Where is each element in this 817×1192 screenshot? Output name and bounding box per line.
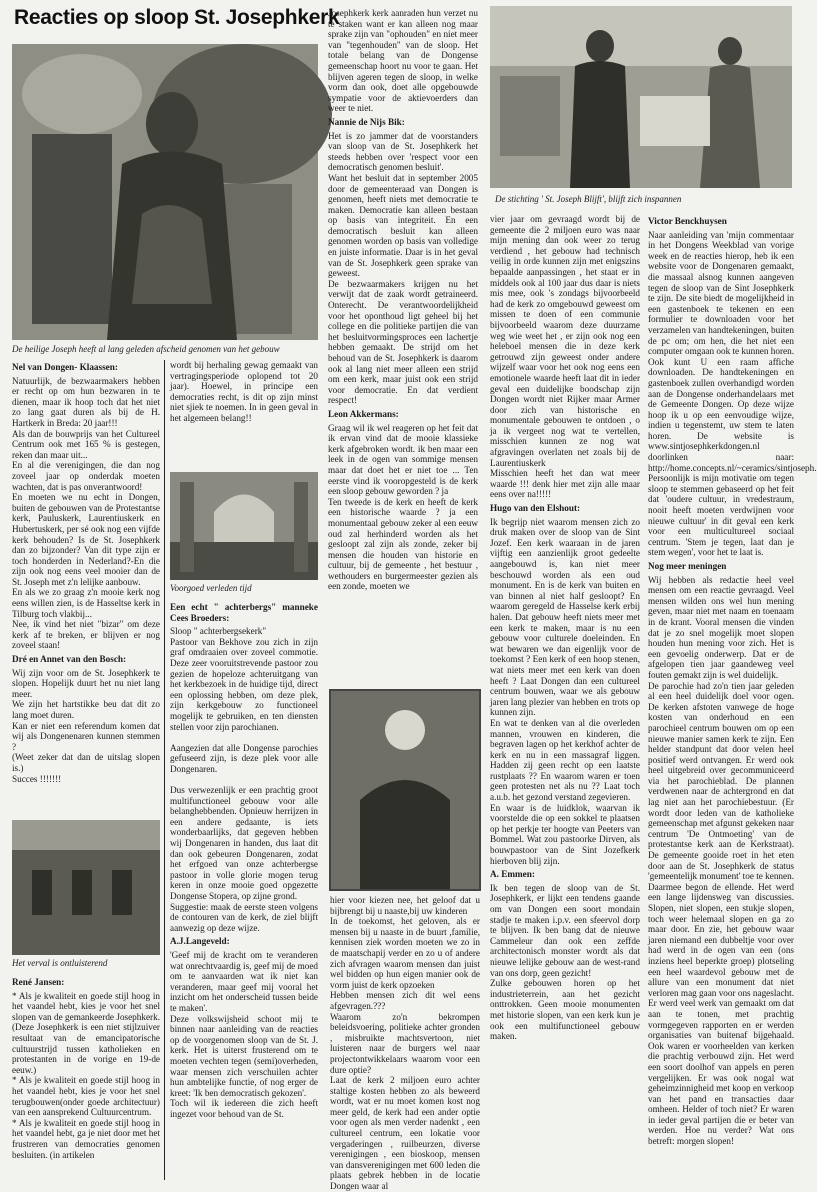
col3-para-4-text: hier voor kiezen nee, het geloof dat u bijbrengt bij u naaste,bij uw kinderen In de toekomst, het geloven, als er mensen bij u naaste in de buurt ,familie, kennisen ziek worden moeten we zo in de maatschapij verder en zo u of andere zich afvragen waarom mensen dan juist wel bidden op hun eigen manier ook de vorm juist de kerk opzoeken Hebben mensen zich dit wel eens afgevragen.??? Waarom zo'n bekrompen beleidsvoering, politieke achter gronden , misbruikte machtsvertoon, niet luisteren naar de burgers wel naar projectontwikkelaars waarom voor een dure optie? Laat de kerk 2 miljoen euro achter staltige kosten hebben zo als beweerd wordt, wat er nu moet komen kost nog meer geld, de kerk had een ander optie voor ogen als men verder nadenkt , een cultureel centrum, een lokatie voor vergaderingen , ruilbeurzen, diverse verenigingen , een bioskoop, mensen van dansverenigingen met 600 leden die plaats gebrek hebben in de locatie Dongen waar al xyxy=(330,895,480,1192)
col1-para-3-head: René Jansen: xyxy=(12,977,65,987)
col3-para-3-text: Graag wil ik wel reageren op het feit dat ik ervan vind dat de mooie klassieke kerk afgebroken wordt. ik ben maar een leek in de ogen van sommige mensen maar dat doet het er niet toe ... Ten eerste vind ik vooropgesteld is de kerk een sloop gebouw geworden ? ja Ten tweede is de kerk en heeft de kerk een historische waarde ? ja een monumentaal gebouw zeker al een eeuw oud zal herhinderd worden als het gesloopt zal zijn als zonde, zeker bij mensen die houden van historie en cultuur, bij de gemeente , het bestuur , wethouders en burgermeester gezien als een zonde, moeten we xyxy=(328,422,478,592)
article-headline: Reacties op sloop St. Josephkerk xyxy=(14,6,340,29)
column-divider xyxy=(164,360,165,1180)
stichting-caption: De stichting ' St. Joseph Blijft', blijft zich inspannen xyxy=(495,194,682,204)
col4-para-2-head: Hugo van den Elshout: xyxy=(490,503,581,514)
col2-para-2-text: Sloop " achterbergsekerk" Pastoor van Bekhove zou zich in zijn graf omdraaien over zoveel commotie. Deze zeer vooruitstrevende pastoor zou gezien de hopeloze achteruitgang van het kerkbezoek in de huidige tijd, direct een oplossing hebben, om deze plek, zijn kerkgebouw zo functioneel mogelijk te gebruiken, en ten diensten stellen voor zijn parochianen. Aangezien dat alle Dongense parochies gefuseerd zijn, is deze plek voor alle Dongenaren. Dus verwezenlijk er een prachtig groot multifunctioneel gebouw voor alle belanghebbenden. Opnieuw herrijzen in een andere gedaante, is iets wonderbaarlijks, dat gegeven hebben wij Dongenaren in handen, dus laat dit dan ook gebeuren Dongenaren, zodat het erfgoed van onze achterbergse pastoor in volle glorie mogen terug keren in onze mooie goed opgezette Dongense Stopera, op zijne grond. Suggestie: maak de eerste steen volgens de contouren van de kerk, de ziel blijft aanwezig op deze wijze. xyxy=(170,626,318,933)
facade-illustration xyxy=(12,820,160,955)
column-3-lower xyxy=(330,895,480,1192)
col2-para-2-head: Een echt " achterbergs" manneke Cees Broeders: xyxy=(170,602,321,623)
col4-para-2-text: Ik begrijp niet waarom mensen zich zo druk maken over de sloop van de Sint Jozef. Een kerk waaraan in de jaren vijftig een aanzienlijk groot gedeelte aangebouwd is, kan niet meer beschouwd worden als een oud monument. En is de kerk van buiten en van binnen al niet half gesloopt? En waarom geregeld de Hasselse kerk erbij halen. Dat gebouw heeft niets meer met een kerk te maken, maar is nu een gebouw voor culturele doeleinden. En wat bewaren we dan eigenlijk voor de toekomst ? Een kerk of een hoop stenen, wat niets meer met een kerk van doen heeft ? Laat Dongen dan een cultureel centrum bouwen, waar we als gebouw jaren lang plezier van hebben en trots op kunnen zijn. En wat te denken van al die overleden mannen, vrouwen en kinderen, die begraven lagen op het kerkhof achter de kerk en nu in een massagraf liggen. Hadden zij geen recht op een laatste rustplaats ?? En waarom waren er toen geen protesten net als nu ?? Laat toch a.u.b. het gezond verstand zegevieren. En waar is de luidklok, waarvan ik voorstelde die op een sokkel te plaatsen op het perkje ter hoogte van Peeters van Bommel. Wat zou pastoorke Dirven, als bouwpastoor van de Sint Jozefkerk hierboven blij zijn. xyxy=(490,516,640,866)
stichting-photo xyxy=(490,6,792,188)
facade-photo xyxy=(12,820,160,955)
col2-para-3-text: 'Geef mij de kracht om te veranderen wat onrechtvaardig is, geef mij de moed om te aanvaarden wat ik niet kan veranderen, maar geef mij vooral het inzicht om het onderscheid tussen beide te maken'. Deze volkswijsheid schoot mij te binnen naar aanleiding van de reacties op de voorgenomen sloop van de St. J. kerk. Het is uiterst frusterend om te moeten vechten tegen (semi)overheden, waar mensen zich verschuilen achter hun ambtelijke functie, of nog erger de kreet: 'Ik ben democratisch gekozen'. Toch wil ik iedereen die zich heeft ingezet voor behoud van de St. xyxy=(170,950,318,1119)
col1-para-3-text: * Als je kwaliteit en goede stijl hoog in het vaandel hebt, kies je voor het snel slopen van de gemankeerde Josephkerk. (Deze Josephkerk is een niet stijlzuiver resultaat van de emancipatorische cultuurstrijd tussen katholieken en protestanten in de vorige en 19-de eeuw.) * Als je kwaliteit en goede stijl hoog in het vaandel hebt, kies je voor het snel terugbouwen(onder goede architectuur) van een aansprekend Cultuurcentrum. * Als je kwaliteit en goede stijl hoog in het vaandel hebt, ga je niet door met het frustreren van democraties genomen besluiten. (in artikelen xyxy=(12,990,160,1160)
col1-para-2-text: Wij zijn voor om de St. Josephkerk te slopen. Hopelijk duurt het nu niet lang meer. We zijn het hartstikke beu dat dit zo lang moet duren. Kan er niet een referendum komen dat wij als Dongenenaren kunnen stemmen ? (Weet zeker dat dan de uitslag slopen is.) Succes !!!!!!! xyxy=(12,667,160,784)
col5-para-1-text: Naar aanleiding van 'mijn commentaar in het Dongens Weekblad van vorige week en de reacties hierop, heb ik een website voor de Dongenaren gemaakt, die massaal alsnog kunnen aangeven tegen de sloop van de Sint Josephkerk te zijn. De site biedt de mogelijkheid in een gastenboek te tekenen en een formulier te downloaden voor het verzamelen van handtekeningen, buiten de pc om; om hen, die het niet een computer omgaan ook te kunnen horen. Ook kunt U een raam affiche downloaden. De handtekeningen en gastenboek zullen overhandigd worden aan de Dongense onderhandelaars met de Gemeente Dongen. Op deze wijze hoop ik u op een eenvoudige wijze, indien u tegenstemt, uw stem te laten horen. De website is www.sintjosephkerkdongen.nl doorlinken naar: http://home.concepts.nl/~ceramics/sintjoseph. Persoonlijk is mijn motivatie om tegen sloop te stemmen gebaseerd op het feit dat 'oudere cultuur, in vredestraum, nooit heeft moeten verdwijnen voor nieuwe cultuur' in dit geval een kerk voor een multicultureel sociaal centrum. 'Stem je tegen, laat dan je stem wegen', voor het te laat is. xyxy=(648,229,817,558)
stichting-illustration xyxy=(490,6,792,188)
interior-caption: Voorgoed verleden tijd xyxy=(170,583,252,593)
col5-para-2-head: Nog meer meningen xyxy=(648,561,727,571)
church-window-illustration xyxy=(330,690,480,890)
col4-para-1-text: vier jaar om gevraagd wordt bij de gemeente die 2 miljoen euro was naar mijn mening dan ook weer zo terug verdiend , het gebouw had technisch veilig in orde kunnen zijn met enigszins bepaalde aanpassingen , het staat er in middels ook al 100 jaar dus daar is niets mis mee, ook 's zondags bijvoorbeeld had de kerk zo omgebouwd geweest om missen te doen of een communie bijvoorbeeld waarom deze duurzame weg wie weet het , er zijn ook nog een heleboel mensen die in deze kerk getrouwd zijn geweest onder andere wijzelf waar voor het ook nog eens een emotionele waarde heeft laat dit in ieder geval een duidelijke boodschap zijn Dongen wordt niet Rijker maar Armer door zich van historische en monumentale gebouwen te ontdoen , o ja ik vergeet nog wat te vertellen, misschien kunnen ze nog wat afgravingen overlaten net zoals bij de Laurentiuskerk Misschien heeft het dan wat meer waarde !!! denk hier met zijn alle maar eens over na!!!!! xyxy=(490,214,640,500)
col5-para-2-text: Wij hebben als redactie heel veel mensen om een reactie gevraagd. Veel mensen wilden ons wel hun mening geven, maar niet met naam en toenaam in de krant. Vooral mensen die vinden dat je zo snel mogelijk moet slopen houden hun mening voor zich. Het is een gevoelig onderwerp. Dat er de afgelopen tien jaar gaandeweg veel fouten gemakt zijn is wel duidelijk. De parochie had zo'n tien jaar geleden al een heel duidelijk doel voor ogen. De kerken afstoten vanwege de hoge kosten van onderhoud en een parochieel centrum bouwen om op een nieuwe manier samen kerk te zijn. Een helder standpunt dat door velen heel positief werd ontvangen. Er werd ook heel uitgebreid over gecommuniceerd via het parochieblad. De plannen verdwenen naar de achtergrond en dat lag niet aan het parochiebestuur. (Er wordt door leden van de katholieke gemeenschap met afgunst gekeken naar centrum 'De Ontmoeting' van de protestantse kerk aan de Kerkstraat). De gemeente gooide roet in het eten door aan de St. Josephkerk de status 'gemeentelijk monument' toe te kennen. Daarmee begon de ellende. Het werd een lange lijdensweg van discussies. Slopen, niet slopen, een stukje slopen, toch weer helemaal slopen en ga zo maar door. En zie, het gebouw waar jaren niemand een dubbeltje voor over had werd in de ogen van een (ons inziens heel beperkte groep) plotseling een heel waardevol gebouw met de allure van een monument dat niet verloren mag gaan voor ons nageslacht. Er werd veel werk van gemaakt om dat aan te tonen, met prachtig vormgegeven rapporten en er werden organisaties van buitenaf bijgehaald. Ook waren er voorheelden van kerken die prachtig verbouwd zijn. Het werd een soort doolhof van appels en peren vergelijken. Er was ook nogal wat geheimzinnigheid met koop en verkoop van het pand en transacties daar omheen. Helder of toch niet? Er waren in ieder geval partijen die er beter van werden. Hoe nu verder? Wat ons betreft: morgen slopen! xyxy=(648,574,794,1147)
column-1 xyxy=(12,360,160,820)
column-2-lower xyxy=(170,600,321,1180)
col4-para-3-text: Ik ben tegen de sloop van de St. Josephkerk, er lijkt een tendens gaande om van Dongen een soort mondain stadje te maken i.p.v. een sfeervol dorp te blijven. Ik ben bang dat de nieuwe Cammeleur dan ook een zeffde architectonisch monster wordt als dat nieuwe lelijke gebouw aan de west-rand van ons dorp, geen gezicht! Zulke gebouwen horen op het industrieterrein, aan het gezicht onttrokken. Geen mooie monumenten met historie slopen, van een kerk kun je ook een multifunctioneel gebouw maken. xyxy=(490,882,640,1042)
col1-para-1-text: Natuurlijk, de bezwaarmakers hebben er recht op om hun bezwaren in te dienen, maar ik hoop toch dat het niet zo lang gaat duren als bij de H. Hartkerk in Breda: 20 jaar!!! Als dan de bouwprijs van het Cultureel Centrum ook met 165 % is gestegen, reken dan maar uit... En al die verenigingen, die dan nog zoveel jaar op onderdak moeten wachten, dat is pas onverantwoord! En moeten we nu echt in Dongen, buiten de gebouwen van de Protestantse kerk, Pauluskerk, Laurentiuskerk en Hubertuskerk, per sé ook nog een vijfde kerk behouden? Is de St. Josephkerk dan zo bijzonder? Van dit type zijn er toch honderden in Nederland?-En die zijn ook nog eens veel mooier dan de St. Joseph met z'n lelijke aanbouw. En als we zo graag z'n mooie kerk nog eens willen zien, is de Hasseltse kerk in Tilburg toch vlakbij... Nee, ik vind het niet "bizar" om deze kerk af te breken, er blijven er nog zoveel staan! xyxy=(12,375,160,651)
interior-photo xyxy=(170,472,318,580)
col5-para-1-head: Victor Benckhuysen xyxy=(648,216,727,226)
interior-illustration xyxy=(170,472,318,580)
facade-caption: Het verval is ontluisterend xyxy=(12,958,108,968)
col3-para-2-head: Nannie de Nijs Bik: xyxy=(328,116,405,127)
col2-para-1-text: wordt bij herhaling gewag gemaakt van vertragingsperiode oplopend tot 20 jaar). Hoewel, in principe een democraties recht, is dit op zijn minst niet sjiek te noemen. In in geen geval in het algemeen belang!! xyxy=(170,360,321,423)
col2-para-3-head: A.J.Langeveld: xyxy=(170,936,230,947)
column-5 xyxy=(648,214,817,1180)
statue-photo xyxy=(12,44,318,340)
col3-para-2-text: Het is zo jammer dat de voorstanders van sloop van de St. Josephkerk het steeds hebben over 'respect voor een democratisch genomen besluit'. Want het besluit dat in september 2005 door de gemeenteraad van Dongen is genomen, heeft niets met democratie te maken. Democratie kan alleen bestaan op basis van integriteit. En een democratisch besluit kan alleen genomen worden op basis van volledige en juiste informatie. Daar is in het geval van de St. Josephkerk geen sprake van geweest. De bezwaarmakers krijgen nu het verwijt dat de zaak wordt getraineerd. Onterecht. De verantwoordelijkheid voor het oponthoud ligt geheel bij het college en die politieke partijen die van het besluitvormingsproces een lachertje hebben gemaakt. De strijd om het behoud van de St. Josephkerk is daarom ook al lang niet meer alleen een strijd om een kerk, maar juist ook een strijd voor democratie. En dat verdient respect! xyxy=(328,130,478,406)
statue-illustration xyxy=(12,44,318,340)
col1-para-1-head: Nel van Dongen- Klaassen: xyxy=(12,362,118,372)
column-4 xyxy=(490,214,640,1180)
col4-para-3-head: A. Emmen: xyxy=(490,869,535,880)
column-1-lower xyxy=(12,975,160,1180)
church-window-photo xyxy=(330,690,480,890)
col3-para-1-text: Josephkerk kerk aanraden hun verzet nu te staken want er kan alleen nog maar sprake zijn van "ophouden" en niet meer van "tegenhouden" van de sloop. Het totale belang van de Dongense gemeenschap hoort nu voor te gaan. Het blijven ageren tegen de sloop, in welke vorm dan ook, doet alle opgebouwde sympatie voor de aktievoerders dan weer te niet. xyxy=(328,8,481,114)
col1-para-2-head: Dré en Annet van den Bosch: xyxy=(12,654,127,665)
column-2 xyxy=(170,360,321,468)
statue-caption: De heilige Joseph heeft al lang geleden afscheid genomen van het gebouw xyxy=(12,344,280,354)
column-3 xyxy=(328,8,481,688)
col3-para-3-head: Leon Akkermans: xyxy=(328,408,399,419)
